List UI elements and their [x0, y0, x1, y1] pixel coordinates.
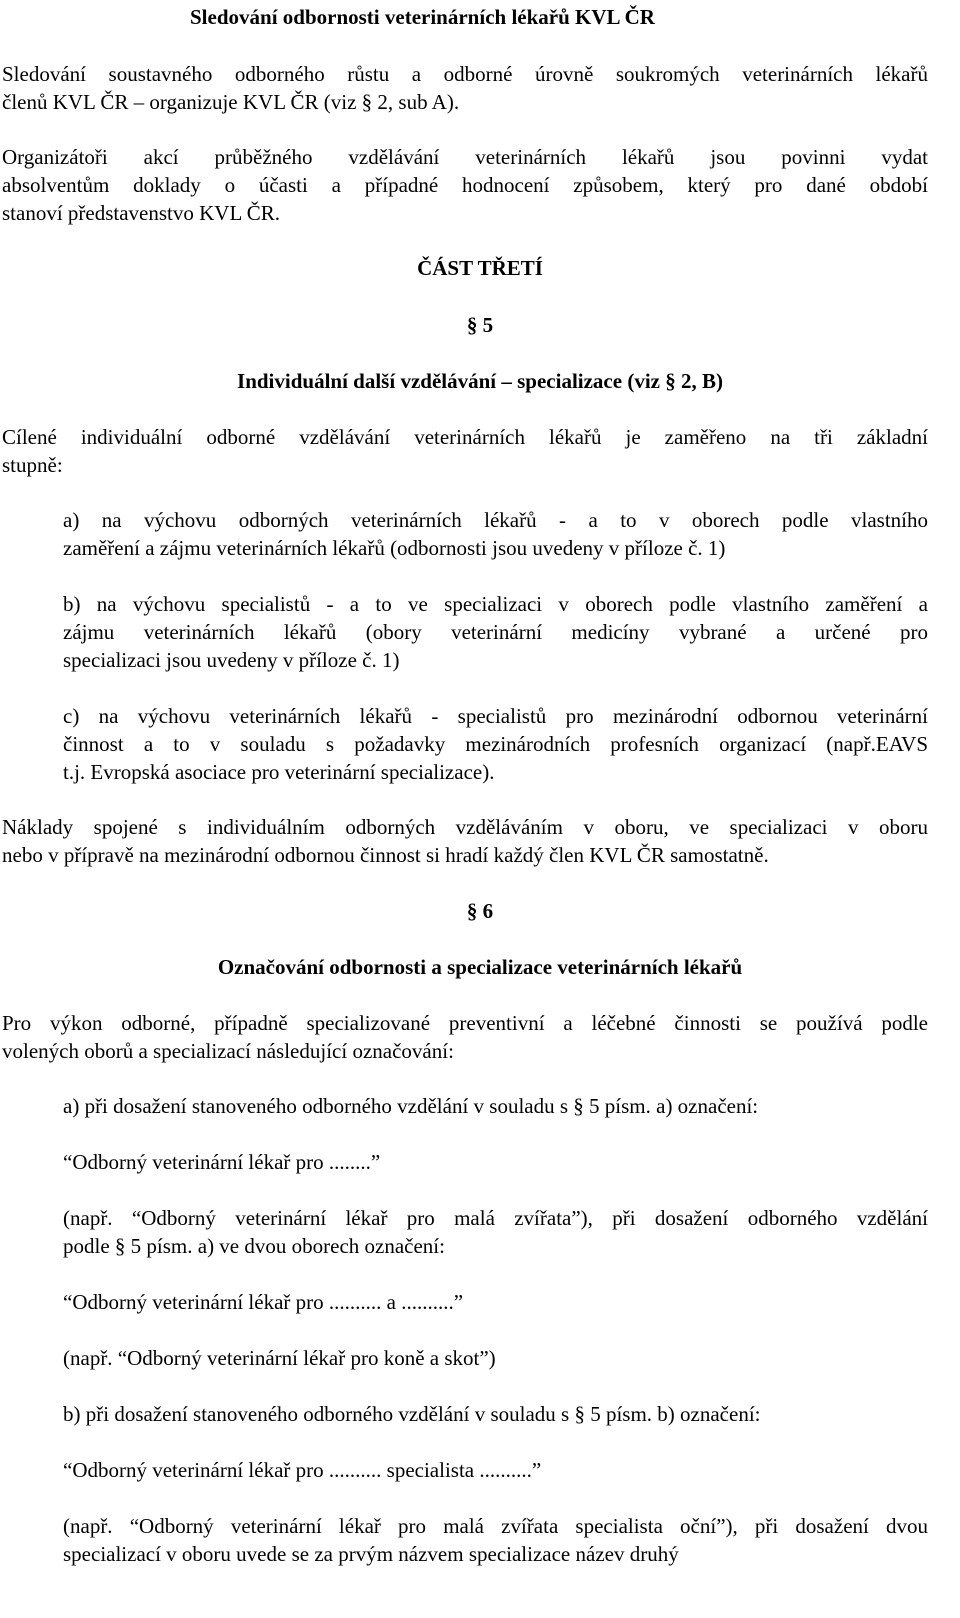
marking-a-example2: (např. “Odborný veterinární lékař pro koně a skot”) — [63, 1346, 496, 1370]
item-c-line2: činnost a to v souladu s požadavky mezinárodních profesních organizací (např.EAVS — [63, 732, 928, 756]
para2-line1: Organizátoři akcí průběžného vzdělávání veterinárních lékařů jsou povinni vydat — [2, 145, 928, 169]
section6-title: Označování odbornosti a specializace veterinárních lékařů — [217, 955, 743, 979]
item-a-line2: zaměření a zájmu veterinárních lékařů (odbornosti jsou uvedeny v příloze č. 1) — [63, 536, 726, 560]
section6-intro-line2: volených oborů a specializací následující označování: — [2, 1039, 454, 1063]
marking-a-label2: “Odborný veterinární lékař pro .......... a ..........” — [63, 1290, 464, 1314]
costs-line1: Náklady spojené s individuálním odborných vzděláváním v oboru, ve specializaci v oboru — [2, 815, 928, 839]
para2-line2: absolventům doklady o účasti a případné hodnocení způsobem, který pro dané období — [2, 173, 928, 197]
section5-intro-line2: stupně: — [2, 453, 63, 477]
marking-b-example-line2: specializací v oboru uvede se za prvým názvem specializace název druhý — [63, 1542, 679, 1566]
section5-intro-line1: Cílené individuální odborné vzdělávání veterinárních lékařů je zaměřeno na tři základní — [2, 425, 928, 449]
para2-line3: stanoví představenstvo KVL ČR. — [2, 201, 281, 225]
marking-b-label: “Odborný veterinární lékař pro .......... specialista ..........” — [63, 1458, 542, 1482]
document-heading: Sledování odbornosti veterinárních lékařů KVL ČR — [190, 5, 655, 29]
item-b-line2: zájmu veterinárních lékařů (obory veterinární medicíny vybrané a určené pro — [63, 620, 928, 644]
marking-a-example1-line1: (např. “Odborný veterinární lékař pro malá zvířata”), při dosažení odborného vzdělání — [63, 1206, 928, 1230]
para1-line2: členů KVL ČR – organizuje KVL ČR (viz § 2, sub A). — [2, 90, 460, 114]
para1-line1: Sledování soustavného odborného růstu a odborné úrovně soukromých veterinárních lékařů — [2, 62, 928, 86]
marking-a-label1: “Odborný veterinární lékař pro ........” — [63, 1150, 381, 1174]
marking-b-line: b) při dosažení stanoveného odborného vzdělání v souladu s § 5 písm. b) označení: — [63, 1402, 761, 1426]
marking-b-example-line1: (např. “Odborný veterinární lékař pro malá zvířata specialista oční”), při dosažení dvou — [63, 1514, 928, 1538]
costs-line2: nebo v přípravě na mezinárodní odbornou činnost si hradí každý člen KVL ČR samostatně. — [2, 843, 769, 867]
item-c-line3: t.j. Evropská asociace pro veterinární specializace). — [63, 760, 495, 784]
marking-a-example1-line2: podle § 5 písm. a) ve dvou oborech označení: — [63, 1234, 445, 1258]
item-a-line1: a) na výchovu odborných veterinárních lékařů - a to v oborech podle vlastního — [63, 508, 928, 532]
section5-number: § 5 — [466, 313, 494, 337]
section6-number: § 6 — [466, 899, 494, 923]
section5-title: Individuální další vzdělávání – specializace (viz § 2, B) — [237, 369, 723, 393]
item-c-line1: c) na výchovu veterinárních lékařů - specialistů pro mezinárodní odbornou veterinární — [63, 704, 928, 728]
section6-intro-line1: Pro výkon odborné, případně specializované preventivní a léčebné činnosti se používá podle — [2, 1011, 928, 1035]
item-b-line1: b) na výchovu specialistů - a to ve specializaci v oborech podle vlastního zaměření a — [63, 592, 928, 616]
item-b-line3: specializaci jsou uvedeny v příloze č. 1) — [63, 648, 400, 672]
marking-a-line: a) při dosažení stanoveného odborného vzdělání v souladu s § 5 písm. a) označení: — [63, 1094, 759, 1118]
part-title: ČÁST TŘETÍ — [417, 256, 543, 280]
